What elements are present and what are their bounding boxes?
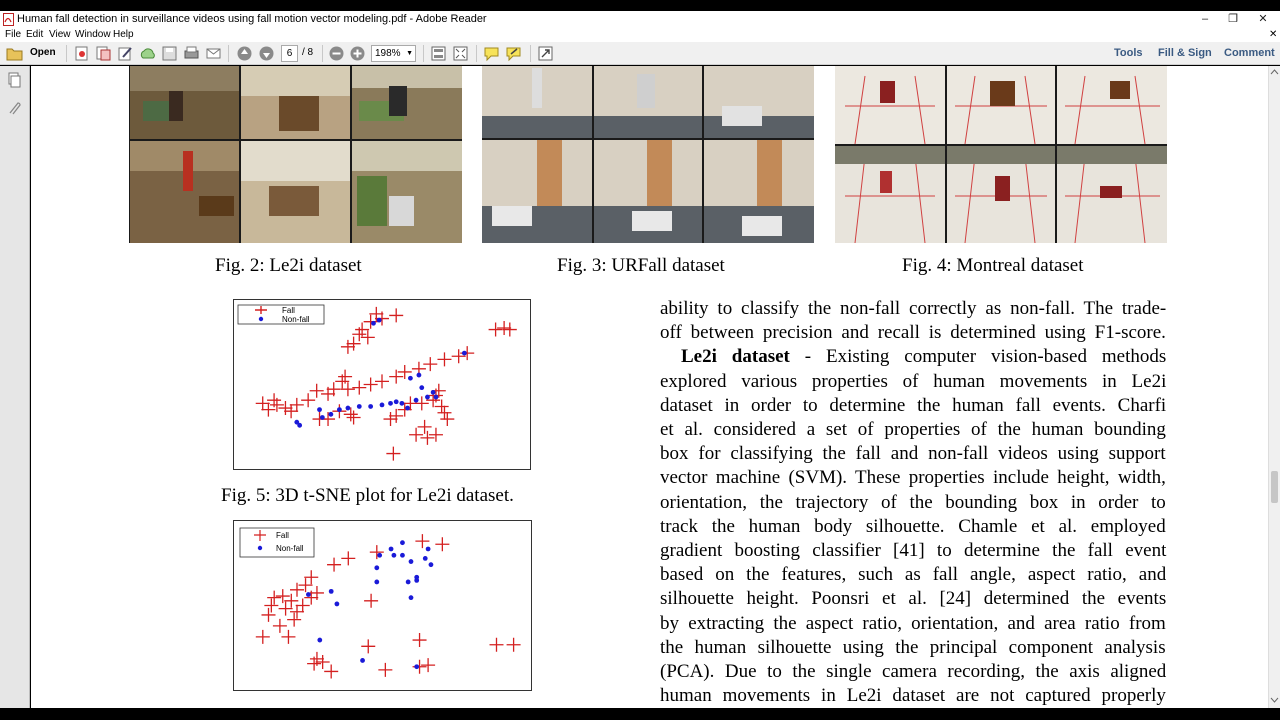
create-pdf-icon[interactable] <box>73 45 90 62</box>
fall-point <box>398 403 412 417</box>
fig3-caption: Fig. 3: URFall dataset <box>557 255 725 276</box>
fall-point <box>361 330 375 344</box>
fall-point <box>279 602 293 616</box>
fall-point <box>352 381 366 395</box>
window-title: Human fall detection in surveillance videos using fall motion vector modeling.pdf - Adobe Reader <box>17 13 487 25</box>
close-button[interactable]: ✕ <box>1258 13 1268 25</box>
nonfall-point <box>425 395 430 400</box>
nonfall-point <box>408 376 413 381</box>
fall-point <box>364 378 378 392</box>
fullscreen-icon[interactable] <box>452 45 469 62</box>
nonfall-point <box>414 398 419 403</box>
nonfall-point <box>380 403 385 408</box>
save-icon[interactable] <box>161 45 178 62</box>
montreal-cell <box>835 66 945 144</box>
nonfall-point <box>374 580 379 585</box>
nonfall-point <box>409 595 414 600</box>
toolbar-separator <box>322 45 323 62</box>
toolbar-separator <box>66 45 67 62</box>
nonfall-point <box>400 553 405 558</box>
le2i-heading: Le2i dataset <box>681 346 790 368</box>
nonfall-point <box>423 556 428 561</box>
legend-nonfall-marker <box>258 546 262 550</box>
fall-point <box>435 399 449 413</box>
vertical-scrollbar[interactable] <box>1268 66 1280 708</box>
fall-point <box>429 428 443 442</box>
combine-files-icon[interactable] <box>95 45 112 62</box>
nonfall-point <box>414 575 419 580</box>
fall-point <box>344 407 358 421</box>
nonfall-point <box>417 373 422 378</box>
fall-point <box>264 599 278 613</box>
fall-point <box>490 638 504 652</box>
legend-fall-label: Fall <box>282 306 295 315</box>
toolbar-separator <box>530 45 531 62</box>
fall-point <box>341 340 355 354</box>
fall-point <box>267 591 281 605</box>
nonfall-point <box>434 395 439 400</box>
nonfall-point <box>419 385 424 390</box>
nonfall-point <box>394 399 399 404</box>
fall-point <box>497 321 511 335</box>
body-text-line: box for classifying the fall and non-fall videos using support <box>660 443 1166 465</box>
menu-view[interactable]: View <box>49 29 71 40</box>
fall-point <box>256 396 270 410</box>
fall-point <box>418 420 432 434</box>
toolbar-separator <box>228 45 229 62</box>
document-viewer <box>31 66 1268 708</box>
body-text-line: gradient boosting classifier [41] to determine the fall event <box>660 540 1167 561</box>
legend-nonfall-marker <box>259 317 263 321</box>
legend-fall-label: Fall <box>276 531 289 540</box>
tsne-scatter-1 <box>234 300 530 469</box>
fall-point <box>489 323 503 337</box>
body-text-line: based on the features, such as fall angle, aspect ratio, and <box>660 564 1167 586</box>
fall-point <box>389 308 403 322</box>
nonfall-point <box>317 407 322 412</box>
nonfall-point <box>306 592 311 597</box>
urfall-photo-grid <box>482 66 814 243</box>
tsne-plot-1 <box>233 299 531 470</box>
chevron-down-icon: ▼ <box>406 50 413 57</box>
fall-point <box>503 323 517 337</box>
fall-point <box>420 431 434 445</box>
body-text-line: ability to classify the non-fall correctly as non-fall. The trade- <box>660 298 1167 319</box>
attachments-icon[interactable] <box>6 100 22 116</box>
nonfall-point <box>414 664 419 669</box>
fall-point <box>290 605 304 619</box>
legend-nonfall-label: Non-fall <box>276 544 304 553</box>
nonfall-point <box>371 321 376 326</box>
nonfall-point <box>406 580 411 585</box>
fall-point <box>284 404 298 418</box>
nonfall-point <box>297 423 302 428</box>
fall-point <box>361 639 375 653</box>
nonfall-point <box>360 658 365 663</box>
body-text-line: explored various properties of human movements in Le2i <box>660 370 1167 392</box>
nonfall-point <box>389 547 394 552</box>
navigation-pane <box>0 66 30 708</box>
fig2-caption: Fig. 2: Le2i dataset <box>215 255 362 276</box>
scroll-thumb[interactable] <box>1271 471 1278 503</box>
fall-point <box>389 409 403 423</box>
fig4-caption: Fig. 4: Montreal dataset <box>902 255 1084 276</box>
nonfall-point <box>399 401 404 406</box>
restore-button[interactable]: ❐ <box>1228 13 1238 25</box>
fall-point <box>415 534 429 548</box>
nonfall-point <box>374 565 379 570</box>
fall-point <box>421 658 435 672</box>
toolbar-separator <box>476 45 477 62</box>
fall-point <box>256 630 270 644</box>
open-button[interactable]: Open <box>30 47 56 58</box>
comment-panel-button[interactable]: Comment <box>1224 47 1275 59</box>
minimize-button[interactable]: – <box>1201 13 1209 25</box>
nonfall-point <box>317 638 322 643</box>
body-text-line: orientation, the trajectory of the bounding box in order to <box>660 491 1166 513</box>
nonfall-point <box>337 407 342 412</box>
nonfall-point <box>368 404 373 409</box>
body-text-line: dataset in order to determine the human fall events. Charfi <box>660 394 1167 416</box>
fall-point <box>347 337 361 351</box>
menu-help[interactable]: Help <box>113 29 134 40</box>
legend-box <box>238 305 324 324</box>
page-number-input[interactable]: 6 <box>281 45 298 62</box>
sticky-note-icon[interactable] <box>483 45 500 62</box>
zoom-value: 198% <box>375 48 401 59</box>
fig5-caption: Fig. 5: 3D t-SNE plot for Le2i dataset. <box>221 485 514 506</box>
fall-point <box>437 352 451 366</box>
fall-point <box>507 638 521 652</box>
nonfall-point <box>320 415 325 420</box>
body-text-line: by extracting the aspect ratio, orientation, and area ratio from <box>660 612 1166 634</box>
body-text-line: silhouette height. Poonsri et al. [24] determined the events <box>660 588 1167 610</box>
legend-nonfall-label: Non-fall <box>282 315 310 324</box>
scroll-up-icon[interactable] <box>1270 68 1279 76</box>
tools-panel-button[interactable]: Tools <box>1114 47 1143 59</box>
fall-point <box>316 655 330 669</box>
toolbar <box>0 42 1280 65</box>
fall-point <box>278 401 292 415</box>
window-titlebar <box>0 11 1280 28</box>
body-text-line: (PCA). Due to the single camera recording, the axis aligned <box>660 661 1167 682</box>
fall-point <box>364 315 378 329</box>
fall-point <box>281 630 295 644</box>
nonfall-point <box>346 406 351 411</box>
nonfall-point <box>462 351 467 356</box>
next-page-icon[interactable] <box>258 45 275 62</box>
zoom-select[interactable] <box>371 45 416 62</box>
fall-point <box>413 633 427 647</box>
montreal-photo-grid <box>835 66 1167 243</box>
nonfall-point <box>335 602 340 607</box>
nonfall-point <box>429 562 434 567</box>
pdf-file-icon <box>3 13 14 26</box>
previous-page-icon[interactable] <box>236 45 253 62</box>
fall-point <box>324 664 338 678</box>
body-text-line: human movements in Le2i dataset are not captured properly <box>660 685 1166 707</box>
scatter-marks <box>256 307 517 461</box>
nonfall-point <box>328 412 333 417</box>
tsne-plot-2 <box>233 520 532 691</box>
highlight-icon[interactable] <box>505 45 522 62</box>
page-thumbnails-icon[interactable] <box>6 72 22 88</box>
fall-point <box>347 410 361 424</box>
nonfall-point <box>377 318 382 323</box>
fall-point <box>375 374 389 388</box>
nonfall-point <box>431 390 436 395</box>
menu-bar <box>0 28 1280 42</box>
nonfall-point <box>392 553 397 558</box>
fall-point <box>341 382 355 396</box>
fall-point <box>409 428 423 442</box>
nonfall-point <box>405 406 410 411</box>
nonfall-point <box>357 404 362 409</box>
fill-sign-panel-button[interactable]: Fill & Sign <box>1158 47 1212 59</box>
body-text-line: off between precision and recall is determined using F1-score. <box>660 322 1166 344</box>
fall-point <box>437 406 451 420</box>
zoom-out-icon[interactable] <box>328 45 345 62</box>
nonfall-point <box>377 553 382 558</box>
edit-pdf-icon[interactable] <box>117 45 134 62</box>
fall-point <box>440 412 454 426</box>
fall-point <box>310 384 324 398</box>
fall-point <box>262 608 276 622</box>
fall-point <box>435 537 449 551</box>
nonfall-point <box>426 547 431 552</box>
le2i-heading-rest: - Existing computer vision-based methods <box>789 346 1167 368</box>
nonfall-point <box>409 559 414 564</box>
fall-point <box>287 613 301 627</box>
body-text-line: the human silhouette using the principal component analysis <box>660 636 1166 658</box>
tsne-scatter-2 <box>234 521 531 690</box>
fall-point <box>370 545 384 559</box>
menu-edit[interactable]: Edit <box>26 29 44 40</box>
cloud-icon[interactable] <box>139 45 156 62</box>
nonfall-point <box>329 589 334 594</box>
folder-open-icon[interactable] <box>6 45 24 62</box>
expand-icon[interactable] <box>537 45 554 62</box>
fall-point <box>386 447 400 461</box>
le2i-photo-grid <box>129 66 462 243</box>
fall-point <box>364 594 378 608</box>
toolbar-separator <box>423 45 424 62</box>
fall-point <box>384 412 398 426</box>
menu-file[interactable]: File <box>5 29 22 40</box>
fall-point <box>327 558 341 572</box>
print-icon[interactable] <box>183 45 200 62</box>
fall-point <box>341 551 355 565</box>
fall-point <box>304 570 318 584</box>
body-text-line: track the human body silhouette. Chamle et al. employed <box>660 515 1166 537</box>
zoom-in-icon[interactable] <box>349 45 366 62</box>
email-icon[interactable] <box>205 45 222 62</box>
scroll-down-icon[interactable] <box>1270 696 1279 704</box>
close-document-button[interactable]: ✕ <box>1269 29 1278 40</box>
fit-page-icon[interactable] <box>430 45 447 62</box>
fall-point <box>378 663 392 677</box>
body-text-line: vector machine (SVM). These properties include height, width, <box>660 467 1166 489</box>
fall-point <box>273 619 287 633</box>
nonfall-point <box>400 540 405 545</box>
menu-window[interactable]: Window <box>75 29 111 40</box>
le2i-heading-line <box>681 345 1166 369</box>
nonfall-point <box>388 401 393 406</box>
body-text-line: et al. considered a set of properties of the human bounding <box>660 419 1166 440</box>
page-total: / 8 <box>302 47 314 58</box>
